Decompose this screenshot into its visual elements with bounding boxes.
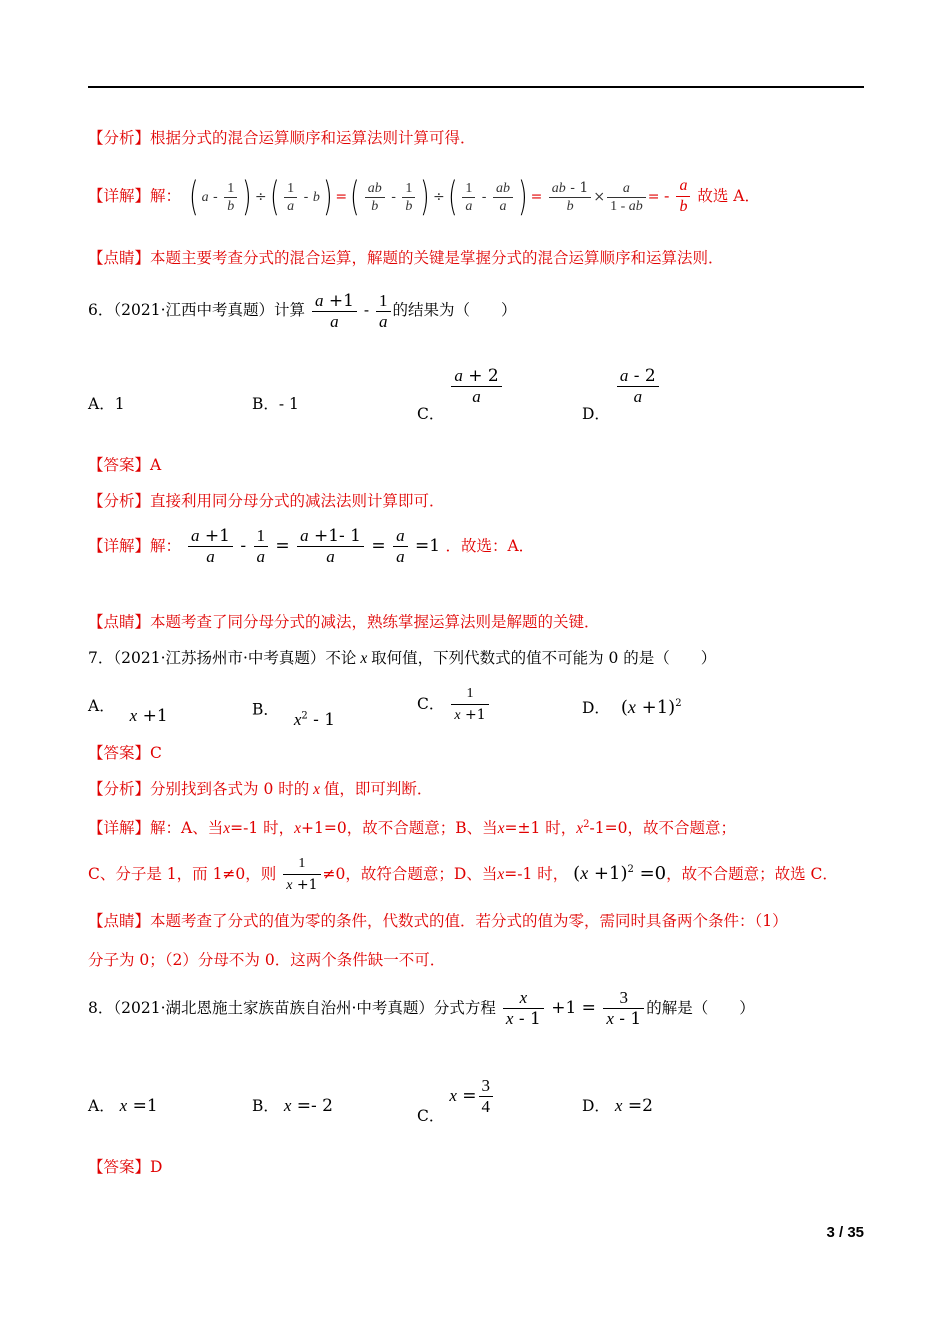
q8-answer: 【答案】D	[88, 1158, 163, 1176]
q7-stem: 7．（2021·江苏扬州市·中考真题）不论 x 取何值，下列代数式的值不可能为 0 的是（ ）	[88, 649, 717, 667]
q7-answer: 【答案】C	[88, 744, 162, 762]
q7-option-c[interactable]: C． $\frac{1}{x +1}$	[417, 680, 491, 722]
q8-stem: 8．（2021·湖北恩施土家族苗族自治州·中考真题）分式方程 $\frac{x}{x - 1}$ +1 = $\frac{3}{x - 1}$ 的解是（ ）	[88, 988, 755, 1029]
q7-option-a[interactable]: A． x +1	[88, 697, 168, 726]
q5-tip: 【点睛】本题主要考查分式的混合运算，解题的关键是掌握分式的混合运算顺序和运算法则．	[88, 249, 724, 267]
page-number: 3 / 35	[826, 1224, 864, 1241]
q7-analysis: 【分析】分别找到各式为 0 时的 x 值，即可判断．	[88, 780, 433, 798]
q8-option-b[interactable]: B． x =- 2	[252, 1096, 333, 1116]
q7-tip-line1: 【点睛】本题考查了分式的值为零的条件，代数式的值．若分式的值为零，需同时具备两个条件：（1）	[88, 912, 788, 930]
q6-stem: 6．（2021·江西中考真题）计算 $\frac{a +1}{a}$ - $\frac{1}{a}$ 的结果为（ ）	[88, 290, 517, 331]
q8-option-a[interactable]: A． x =1	[88, 1096, 158, 1116]
q6-answer: 【答案】A	[88, 456, 162, 474]
q6-detail-formula: $\frac{a +1}{a}$ - $\frac{1}{a}$ = $\frac{a +1- 1}{a}$ = $\frac{a}{a}$ =1	[186, 536, 445, 556]
q7-option-b[interactable]: B． $x^2 - 1$	[252, 700, 336, 730]
header-rule	[88, 86, 864, 88]
q6-option-d[interactable]: D． $\frac{a - 2}{a}$	[582, 366, 661, 407]
q7-tip-line2: 分子为 0；（2）分母不为 0．这两个条件缺一不可．	[88, 951, 446, 969]
q5-detail: 【详解】解： ( a - $\frac{1}{b}$ ) ÷( $\frac{1}{a}$ - b) =( $\frac{ab}{b}$ - $\frac{1}{b}$ ) ÷( $\frac{1}{a}$ - $\frac{ab}{a}$ ) = $\frac{ab - 1}{b}$ × $\frac{a}{1 - ab}$ = - $\frac{a}{b}$ 故选 A．	[88, 174, 760, 220]
q5-detail-formula: ( a - $\frac{1}{b}$ ) ÷( $\frac{1}{a}$ - b) =( $\frac{ab}{b}$ - $\frac{1}{b}$ ) ÷( $\frac{1}{a}$ - $\frac{ab}{a}$ ) = $\frac{ab - 1}{b}$ × $\frac{a}{1 - ab}$ =	[189, 174, 660, 220]
q6-option-a[interactable]: A．1	[88, 395, 125, 413]
q6-analysis: 【分析】直接利用同分母分式的减法法则计算即可．	[88, 492, 445, 510]
q6-detail: 【详解】解： $\frac{a +1}{a}$ - $\frac{1}{a}$ = $\frac{a +1- 1}{a}$ = $\frac{a}{a}$ =1 ．故选：A．	[88, 526, 535, 566]
q7-detail-line1: 【详解】解：A、当x=-1 时，x+1=0，故不合题意；B、当x=±1 时，$x^2-1=0$，故不合题意；	[88, 819, 736, 838]
q6-option-c[interactable]: C． $\frac{a + 2}{a}$	[417, 366, 504, 407]
q8-option-c[interactable]: C． x = $\frac{3}{4}$	[417, 1068, 495, 1109]
q7-option-d[interactable]: D． $(x +1)^2$	[582, 697, 682, 718]
q6-tip: 【点睛】本题考查了同分母分式的减法，熟练掌握运算法则是解题的关键．	[88, 613, 600, 631]
q8-option-d[interactable]: D． x =2	[582, 1096, 653, 1116]
q5-analysis: 【分析】根据分式的混合运算顺序和运算法则计算可得．	[88, 129, 476, 147]
q7-detail-line2: C、分子是 1，而 1≠0，则 $\frac{1}{x +1}$ ≠0，故符合题意；D、当x=-1 时， $(x +1)^2 =0$，故不合题意；故选 C．	[88, 856, 838, 893]
q6-option-b[interactable]: B．- 1	[252, 395, 299, 413]
